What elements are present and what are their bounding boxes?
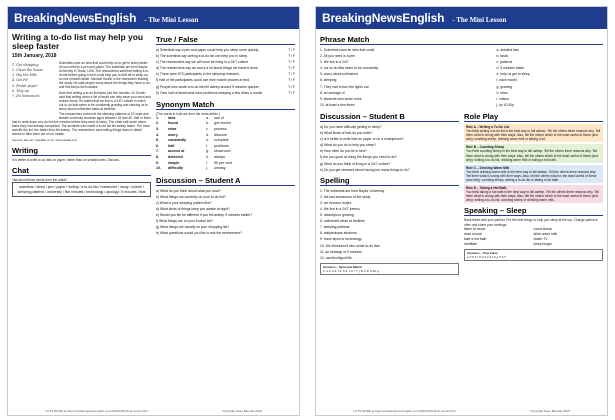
role-play-heading: Role Play (464, 112, 603, 122)
question-item: h) What questions would you like to ask the researchers? (156, 231, 242, 236)
answers-true-false-box: Answers – True False a T b T c F d T e F f F g T h T (464, 249, 603, 261)
footer-copyright: Copyright Sean Banville 2018 (222, 409, 262, 413)
question-item: a) What do you think about what you read? (156, 188, 221, 193)
writing-heading: Writing (12, 146, 151, 156)
synonym-row: 4. worry d. discover (156, 132, 228, 137)
synonym-row: 6. half f. problems (156, 143, 229, 148)
student-b-heading: Discussion – Student B (320, 112, 459, 122)
page-2-footer (316, 409, 607, 413)
article-title: Writing a to-do list may help you sleep faster (12, 33, 144, 51)
page-1-banner (8, 7, 299, 29)
note-line: 7. Do homework (12, 94, 40, 99)
role-card-b: Role B – Counting Sheep You think counting sheep is the best way to fall asleep. Tell the others three reasons why. Tell them what is wrong with their ways. Also, tell the others which is the least useful of these (and why): writing a to-do list, drinking warm milk or taking a hot bath. (464, 144, 603, 162)
page-2-right-column (464, 110, 603, 403)
question-item: g) What things are usually on your shopping list? (156, 225, 230, 230)
note-line: 3. Pay the bills (12, 73, 37, 78)
true-false-item: g) People who wrote a to-do list fell asleep around 9 minutes quicker. T / F (156, 84, 295, 89)
page-2-left-column (320, 110, 459, 403)
synonym-intro: (The words in bold are from the news article.) (156, 111, 220, 116)
student-b-questions: a) Do you have difficulty getting to sleep? b) What kinds of lists do you write? c) Is it better to write lists on paper or on a smartphone? d) What do you do to help you sleep? e) How often do you lie in bed? f) Are you good at doing the things you need to do? g) What do you think of living in a 24/7 culture? h) Do you get stressed about having too many things to do? (320, 124, 410, 172)
article-paragraph: Note that writing a to-do list takes just five minutes. Dr Scullin said that writing down a list of tasks can help ease your mind and reduce worry. He added that we live in a 24/7 culture in which our to-do lists seem to be constantly growing and causing us to worry about unfinished tasks at bedtime. (59, 90, 151, 111)
synonym-row: 5. constantly e. complete (156, 138, 229, 143)
chat-word-box: scientists / sleep / pen / paper / writing / a to-do list / researcher / study / culture / sleeping patterns / university / five minutes / technology / apology / 5 minutes / lists (12, 182, 151, 198)
synonym-row: 10. difficulty j. uneasy (156, 166, 226, 171)
true-false-item: e) There were 570 participants in the sleeping research. T / F (156, 72, 295, 77)
spelling-heading: Spelling (320, 176, 459, 186)
question-item: f) What things are on your bucket list? (156, 219, 213, 224)
question-item: c) What is your sleeping pattern like? (156, 200, 212, 205)
brand-logo: BreakingNewsEnglish (14, 11, 137, 25)
article-paragraph: Scientists have an idea that could help us to get to sleep faster. All you need is a pen and paper. The scientists are from Baylor University in Texas, USA. The researchers said that writing a to-do list before going to bed could help you to drift off to sleep up to nine minutes faster. Michael Scullin is the researcher leading the study. He said people worry about the things they have to do, and this keeps them awake. (59, 60, 151, 90)
chat-intro: Talk about these words from the article. (12, 177, 68, 182)
page-1-right-column (156, 33, 295, 403)
synonym-row: 8. detected h. always (156, 155, 225, 159)
speaking-tips: listen to music count sheep read a book drink warm milk take a hot bath watch TV meditate sleep longer (464, 226, 558, 247)
synonym-row: 1. idea a. use of (156, 115, 224, 120)
article-paragraph: The researchers looked at the sleeping patterns of 57 male and female university students aged between 18 and 30. Half of them had to write down a to-do list five minutes before they went to sleep. The other half wrote about tasks they had already completed. The students who made a to-do list fell asleep faster. The more specific the list, the faster they fell asleep. The researchers said writing things down in detail seems to take them out of our heads. (12, 111, 151, 137)
note-line: 5. Finish paper (12, 83, 38, 88)
synonym-row: 7. access of g. showroom (156, 149, 231, 154)
role-card-c: Role C – Drinking Warm Milk You think drinking warm milk is the best way to fall asleep. Tell the others three reasons why. Tell them what is wrong with their ways. Also, tell the others which is the least useful of these (and why): counting sheep, writing a to-do list or taking a hot bath. (464, 165, 603, 183)
brand-logo: BreakingNewsEnglish (322, 11, 445, 25)
true-false-item: h) Over half of Americans have problems sleeping a few times a month. T / F (156, 90, 295, 95)
note-line: 6. Tidy up (12, 88, 29, 93)
handwritten-note-image (12, 63, 56, 115)
footer-link[interactable]: LOTS MORE at https://breakingnewsenglish.com/1801/180115-to-do-list.html (45, 409, 148, 413)
question-item: b) What things are currently on your to-do list? (156, 194, 226, 199)
article-sources: Sources: abc.net / guardian.co.uk / sciencedaily.com (12, 137, 78, 142)
footer-copyright: Copyright Sean Banville 2018 (530, 409, 570, 413)
phrase-match-heading: Phrase Match (320, 35, 603, 45)
true-false-item: c) The researchers say we will soon be living in a 24/7 culture. T / F (156, 60, 295, 65)
answers-synonym-box: Answers – Synonym Match 1. e 2. a 3. f 4. h 5. c 6. i 7. j 8. b 9. d 10. g (320, 263, 459, 275)
true-false-item: d) The researchers say we worry a lot about things we haven't done. T / F (156, 66, 295, 71)
note-line: 1. Get shopping (12, 62, 39, 67)
synonym-row: 2. found b. got moved (156, 121, 231, 126)
true-false-item: b) The scientists say writing a to-do list can help you to sleep. T / F (156, 54, 295, 59)
true-false-item: a) Scientists say a pen and paper could help you sleep more quickly. T / F (156, 48, 295, 52)
true-false-item: f) Half of the participants could use their mobile phones in bed. T / F (156, 78, 295, 83)
writing-prompt: It is better to write to-do lists on paper, rather than on smartphones. Discuss. (12, 157, 120, 162)
worksheet-page-2 (315, 6, 608, 416)
page-1-footer (8, 409, 299, 413)
note-line: 2. Clean the house (12, 68, 44, 73)
student-a-questions (156, 188, 295, 237)
phrase-match-section (320, 33, 603, 108)
phrase-match-left: 1. Scientists have an idea that could 2. All you need is a pen 3. We live in a 24/7 4. our to-do lists seem to be constantly 5. worry about unfinished 6. sleeping 7. They had to turn the lights out 8. an average of 9. students who wrote more 10. at least a few times (320, 48, 379, 107)
speaking-intro: Rank these with your partner. Put the best things to help you sleep at the top. Change partners often and share your rankings. (464, 218, 598, 227)
question-item: d) What kinds of things keep you awake at night? (156, 207, 230, 212)
footer-link[interactable]: LOTS MORE at https://breakingnewsenglish.com/1801/180115-to-do-list.html (353, 409, 456, 413)
note-line: 4. Get Fit (12, 78, 28, 83)
spelling-list: 1. The sntiecsits are from Baylor University 2. the last seesssoun of the study 3. we become reajex 4. We live in a 24/7 luetrcu 5. nstantlycoo growing 6. unfinished atsks at bedtime 7. sleeping pnttreas 8. eallptsnicpar students 9. Have aiyrw to technology 10. We ifsniuumnd who wrote to-do lists 11. an eeaavgr of 9 minutes 12. usmlla etfguid life (320, 188, 385, 260)
chat-heading: Chat (12, 166, 151, 176)
role-card-d: Role D – Taking a Hot Bath You think taking a hot bath is the best way to fall asleep. Tell the others three reasons why. Tell them what is wrong with their ways. Also, tell the others which is the least useful of these (and why): writing a to-do list, counting sheep or drinking warm milk. (464, 185, 603, 203)
page-2-banner (316, 7, 607, 29)
student-a-heading: Discussion – Student A (156, 176, 295, 186)
page-1-left-column (12, 33, 151, 403)
phrase-match-right: a. detailed lists b. tasks c. patterns d. 9 minutes faster e. help us get to sleep f. each month g. growing h. relax i. culture j. by 10:30p (496, 48, 530, 107)
role-card-a: Role A – Writing a To-Do List You think writing a to-do list is the best way to fall asleep. Tell the others three reasons why. Tell them what is wrong with their ways. Also, tell the others which is the least useful of these (and why): counting sheep, drinking warm milk or talking a lot. (464, 124, 603, 142)
article-date: 15th January, 2018 (12, 52, 57, 59)
true-false-list (156, 47, 295, 96)
speaking-heading: Speaking – Sleep (464, 206, 603, 216)
synonym-heading: Synonym Match (156, 100, 295, 110)
question-item: e) Would you life be different if you fell asleep 9 minutes earlier? (156, 213, 253, 218)
banner-subtitle: - The Mini Lesson (144, 16, 199, 24)
synonym-row: 3. relax c. process (156, 127, 227, 132)
synonym-row: 9. simple i. 50 per cent (156, 160, 232, 165)
worksheet-page-1 (7, 6, 300, 416)
true-false-heading: True / False (156, 35, 295, 45)
synonym-table (156, 116, 295, 172)
banner-subtitle: - The Mini Lesson (452, 16, 507, 24)
